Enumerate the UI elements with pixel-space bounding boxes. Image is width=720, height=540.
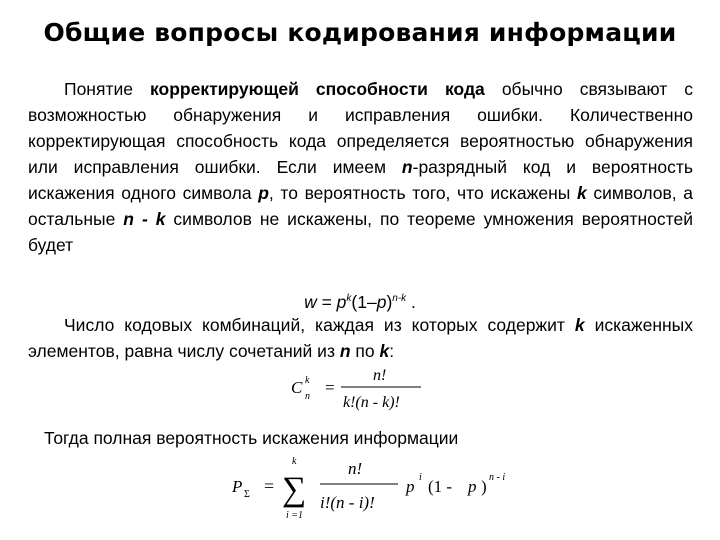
factor-close: ): [481, 477, 487, 496]
sum-upper-limit: k: [292, 456, 297, 467]
then-text: Тогда полная вероятность искажения информации: [44, 428, 459, 448]
equals-sign: =: [264, 476, 275, 496]
formula-close: ): [386, 292, 393, 312]
fraction-denominator: k!(n - k)!: [343, 394, 400, 411]
text-run: Число кодовых комбинаций, каждая из которых содержит: [64, 315, 575, 335]
paragraph-corrective-ability: [28, 76, 693, 258]
symbol-c-sup: k: [305, 375, 310, 386]
exponent-i: i: [419, 472, 422, 483]
formula-lhs: w: [304, 292, 317, 312]
fraction-numerator: n!: [373, 367, 387, 384]
var-p: p: [258, 183, 269, 203]
formula-p2: p: [376, 292, 387, 312]
sum-lower-limit: i =1: [286, 510, 304, 521]
text-run: обычно связывают с возможностью обнаружения и исправления ошибки. Количественно корректирующая способность кода определяется вероятностью обнаружения или исправления ошибки. Если имеем: [28, 79, 693, 177]
text-run: искаженных элементов, равна числу сочетаний из: [28, 315, 693, 361]
equals-sign: =: [325, 378, 335, 397]
text-run: -разрядный код и вероятность искажения одного символа: [28, 157, 693, 203]
text-run: символов не искажены, по теореме умножения вероятностей будет: [28, 209, 693, 255]
symbol-p-sub: Σ: [244, 489, 250, 500]
text-run: :: [389, 341, 395, 361]
symbol-p-power: p: [406, 477, 415, 496]
var-n-minus-k: n - k: [123, 209, 166, 229]
formula-combinations: [285, 362, 445, 418]
formula-eq: =: [316, 292, 337, 312]
formula-p: p: [336, 292, 347, 312]
slide-title: Общие вопросы кодирования информации: [43, 18, 677, 47]
var-n: n: [401, 157, 413, 177]
factor-open: (1 -: [428, 477, 453, 496]
var-k: k: [576, 183, 587, 203]
formula-factor: (1–: [351, 292, 377, 312]
text-run: символов, а остальные: [28, 183, 693, 229]
text-run: по: [350, 341, 380, 361]
formula-total-probability: [228, 452, 528, 528]
formula-probability-w: [0, 286, 720, 315]
formula-exp-k: k: [346, 293, 352, 304]
fraction-numerator: n!: [348, 459, 363, 478]
symbol-c: C: [291, 378, 303, 397]
text-run: Понятие: [64, 79, 151, 99]
term-corrective-ability: корректирующей способности кода: [150, 79, 485, 99]
var-k: k: [379, 341, 390, 361]
symbol-p-inner: p: [468, 477, 477, 496]
sum-sign: ∑: [282, 471, 307, 508]
formula-exp-nk: n-k: [392, 293, 407, 304]
formula-end: .: [406, 292, 416, 312]
var-n: n: [339, 341, 351, 361]
paragraph-combinations: [28, 312, 693, 364]
exponent-n-minus-i: n - i: [489, 472, 506, 483]
symbol-p: P: [232, 477, 243, 496]
fraction-denominator: i!(n - i)!: [320, 493, 375, 512]
symbol-c-sub: n: [305, 391, 310, 402]
text-run: , то вероятность того, что искажены: [268, 183, 577, 203]
var-k: k: [574, 315, 585, 335]
